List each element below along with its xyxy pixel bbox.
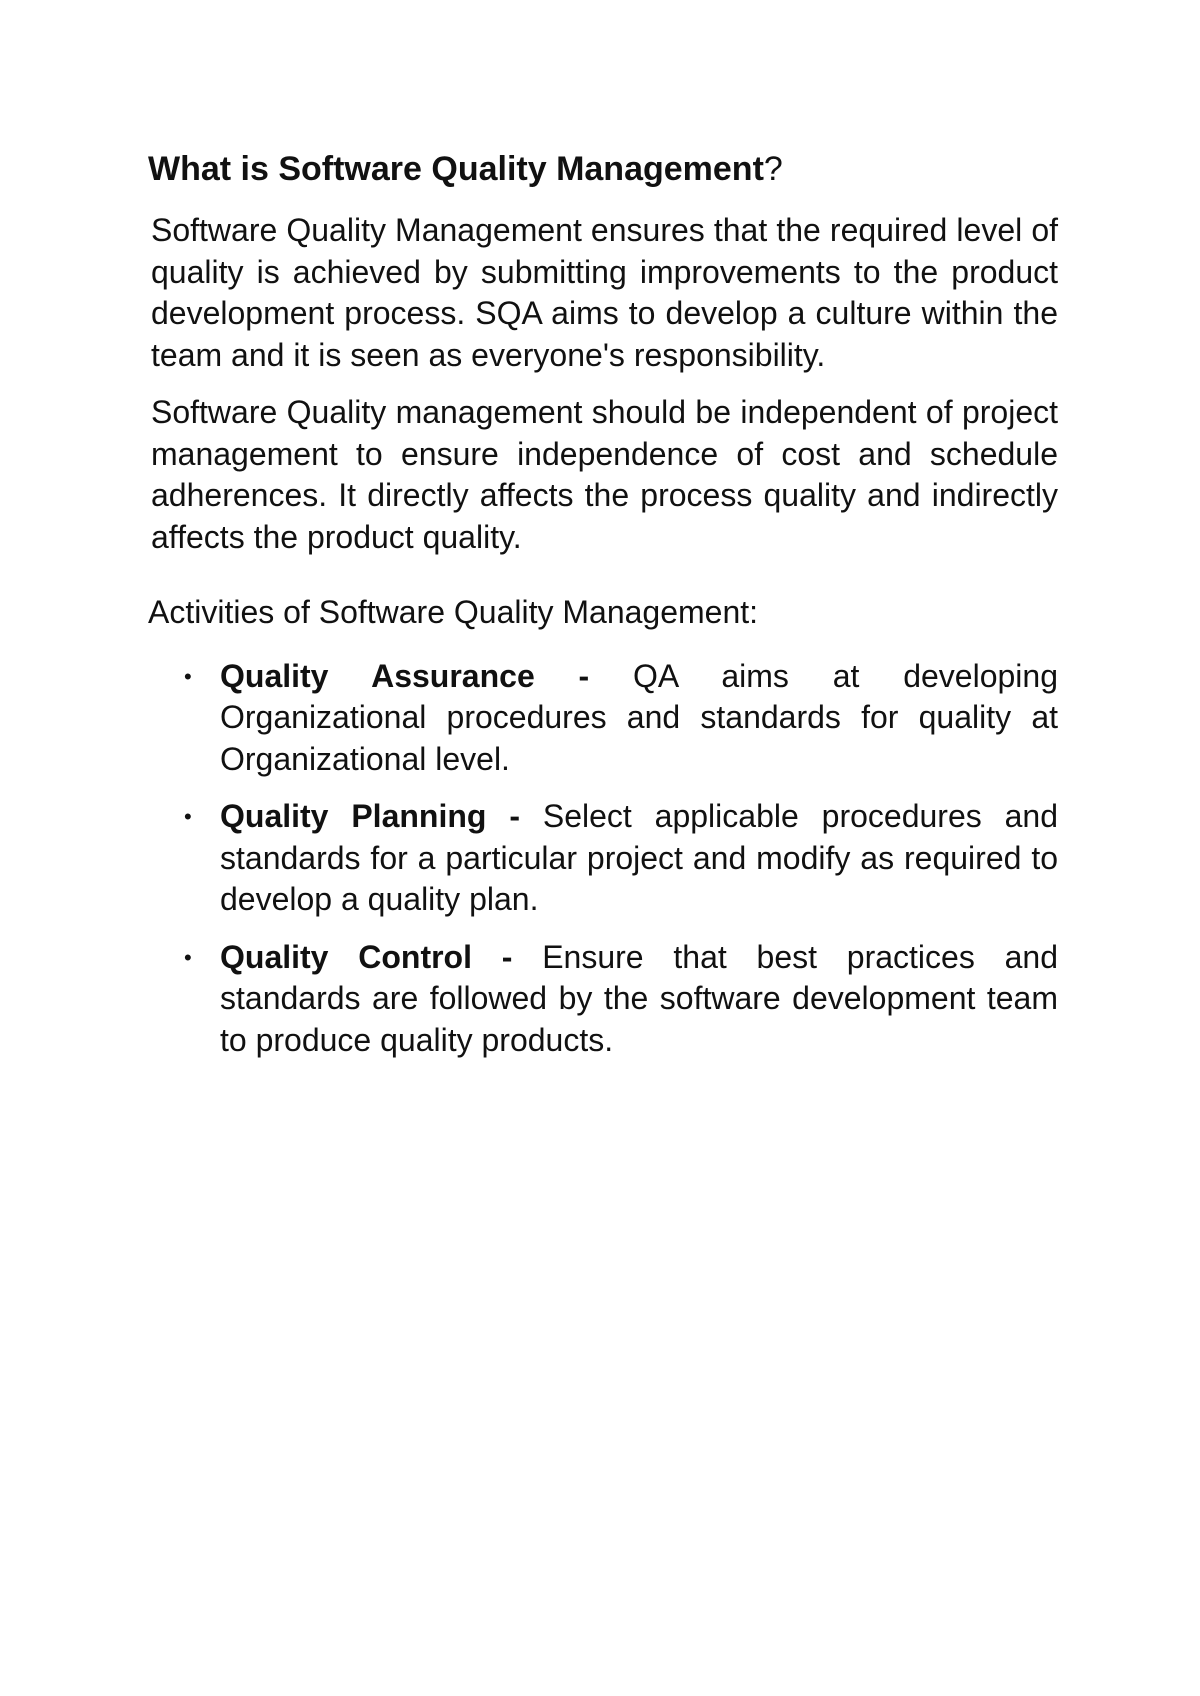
activities-label: Activities of Software Quality Management: xyxy=(148,594,759,630)
bullet-icon: • xyxy=(184,804,192,829)
activity-term: Quality Assurance - xyxy=(220,657,590,694)
bullet-icon: • xyxy=(184,663,192,689)
page-title xyxy=(148,148,1058,190)
activity-term: Quality Planning - xyxy=(220,798,520,834)
activity-text: QA aims at developing Organizational procedures and standards for quality at Organizational level. xyxy=(220,657,1059,777)
activity-term: Quality Control - xyxy=(220,938,513,975)
page-title-question-mark: ? xyxy=(763,150,783,188)
page-title-text: What is Software Quality Management xyxy=(148,150,764,188)
list-item xyxy=(148,937,1058,1062)
list-item xyxy=(148,656,1058,781)
independence-paragraph: Software Quality management should be independent of project management to ensure independence of cost and schedule adherences. It directly affects the process quality and indirectly affects the product quality. xyxy=(151,394,1058,555)
activity-text: Select applicable procedures and standards for a particular project and modify as required to develop a quality plan. xyxy=(220,798,1059,917)
activities-list xyxy=(148,656,1058,1062)
intro-paragraph: Software Quality Management ensures that the required level of quality is achieved by submitting improvements to the product development process. SQA aims to develop a culture within the team and it is seen as everyone's responsibility. xyxy=(151,212,1058,373)
list-item xyxy=(148,796,1058,921)
document-page xyxy=(148,148,1058,1077)
bullet-icon: • xyxy=(184,944,192,970)
activity-text: Ensure that best practices and standards are followed by the software development team to produce quality products. xyxy=(220,938,1059,1058)
